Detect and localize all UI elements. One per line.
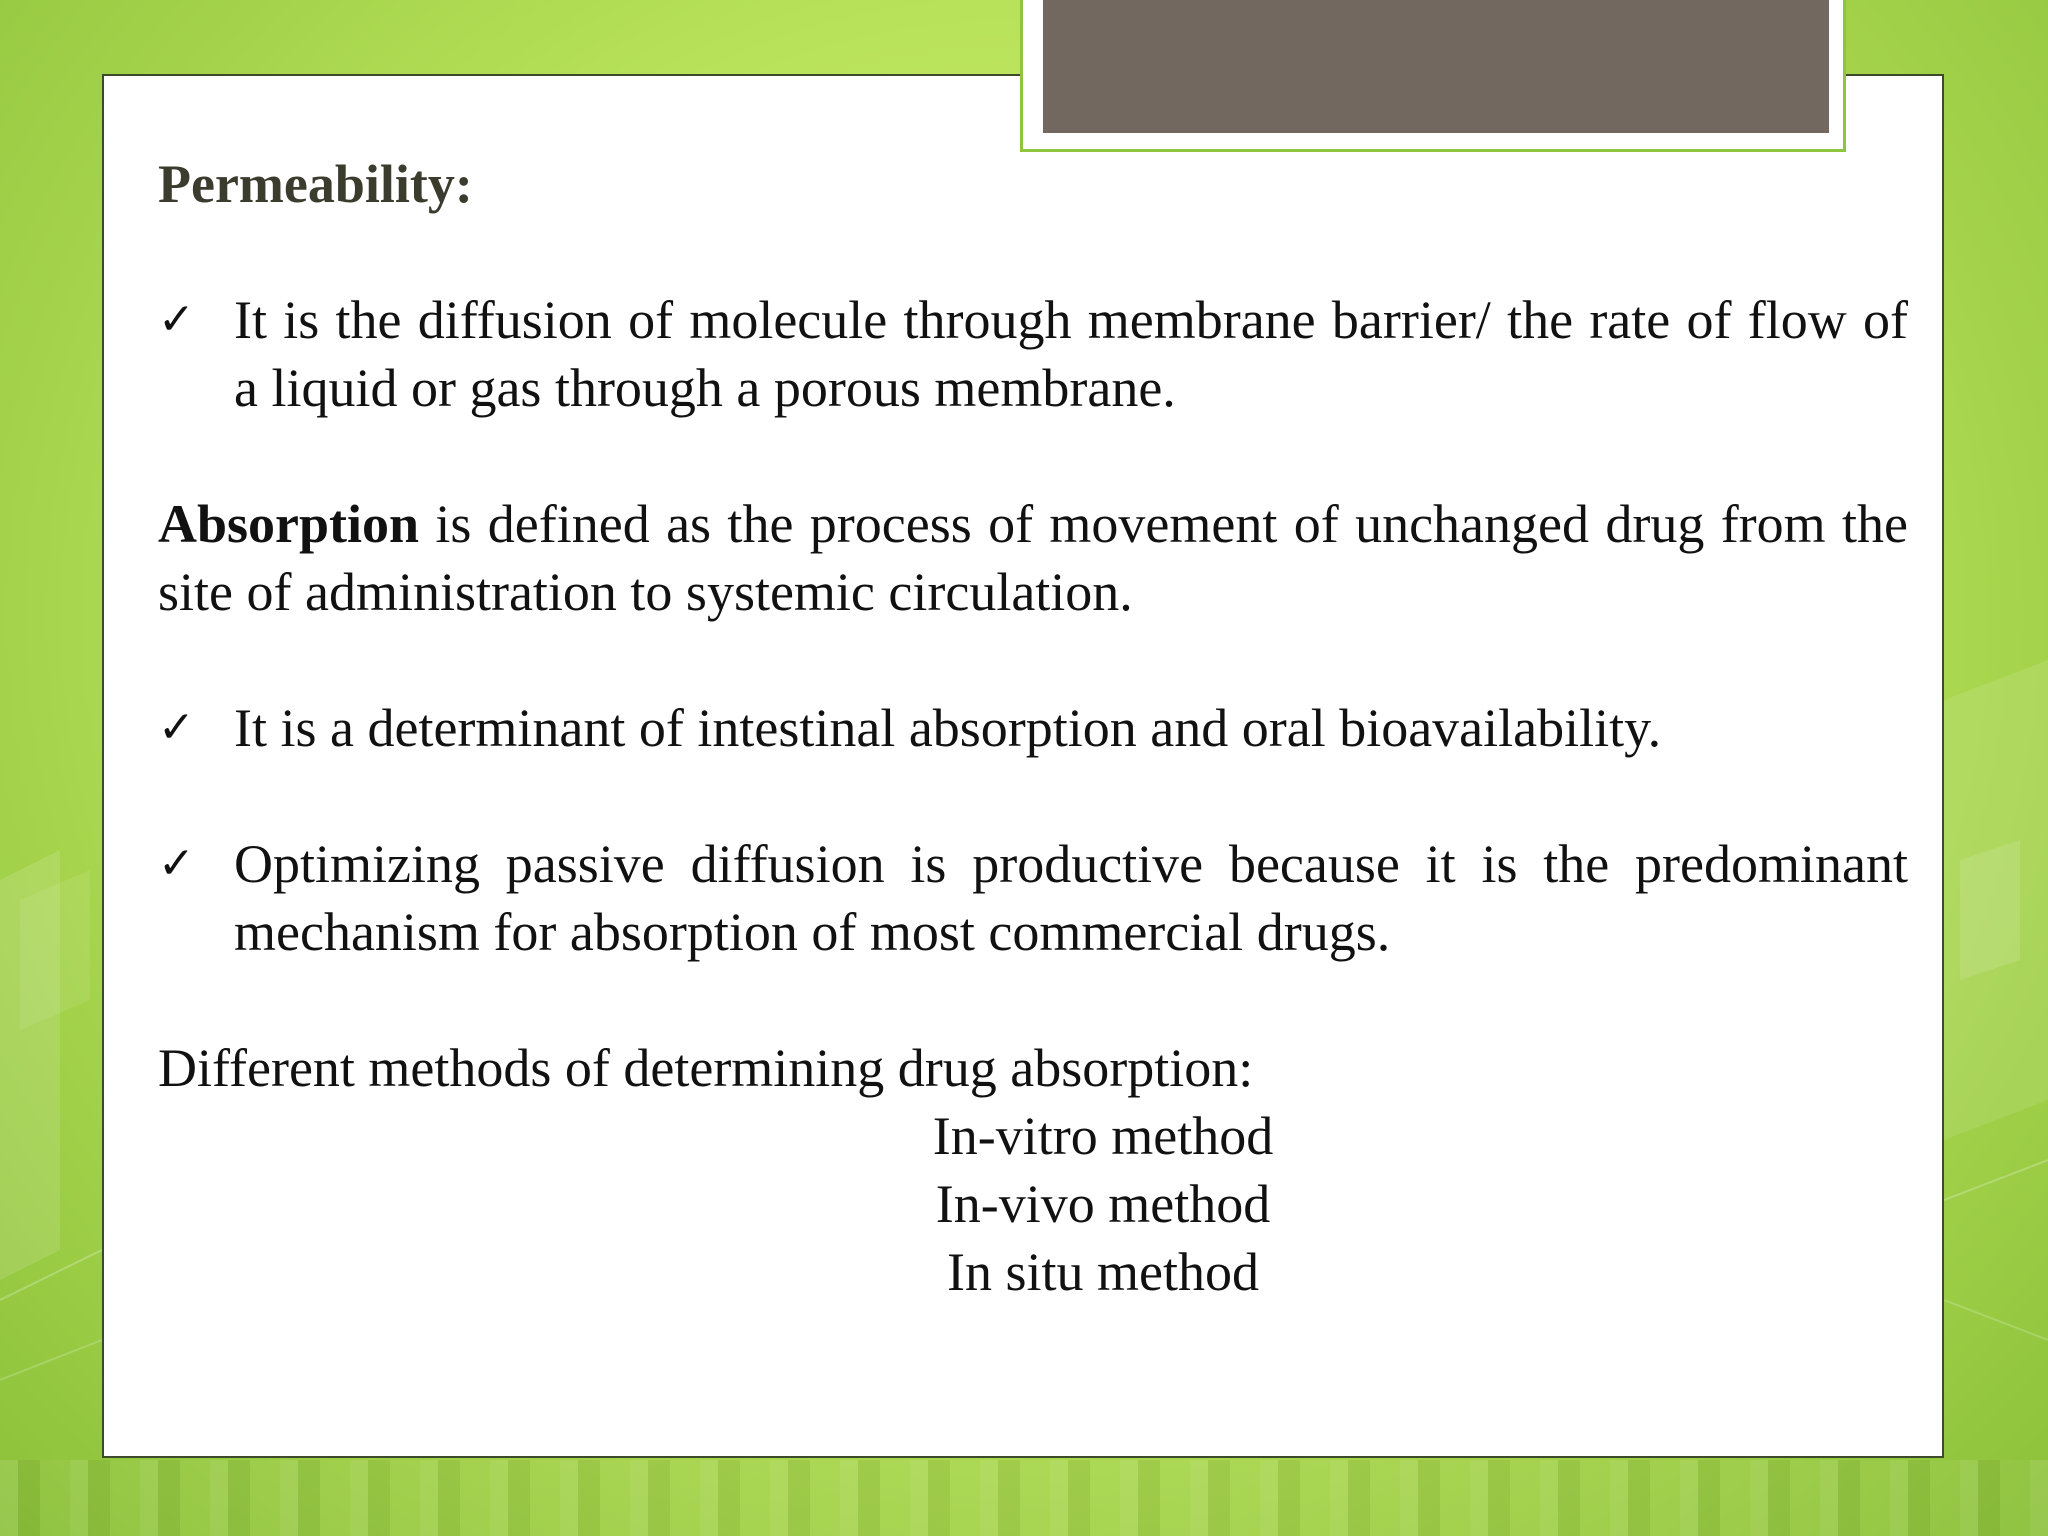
bullet-text: Optimizing passive diffusion is productive because it is the predominant mechanism for absorption of most commercial drugs. (234, 834, 1908, 962)
bullet-item (158, 286, 1908, 422)
bullet-item (158, 694, 1908, 762)
checkmark-icon: ✓ (158, 838, 195, 889)
bullet-text: It is a determinant of intestinal absorption and oral bioavailability. (234, 698, 1662, 758)
title-placeholder (1020, 0, 1846, 152)
bullet-text: It is the diffusion of molecule through membrane barrier/ the rate of flow of a liquid or gas through a porous membrane. (234, 290, 1908, 418)
permeability-heading: Permeability: (158, 154, 473, 214)
absorption-definition-text: is defined as the process of movement of unchanged drug from the site of administration to systemic circulation. (158, 494, 1908, 622)
checkmark-icon: ✓ (158, 702, 195, 753)
bottom-stripe-band (0, 1460, 2048, 1536)
checkmark-icon: ✓ (158, 294, 195, 345)
method-item: In situ method (947, 1242, 1259, 1302)
method-item: In-vivo method (935, 1174, 1271, 1234)
bullet-item (158, 830, 1908, 966)
methods-heading: Different methods of determining drug absorption: (158, 1038, 1254, 1098)
absorption-term: Absorption (158, 494, 420, 554)
slide-body (158, 150, 1908, 1306)
methods-list (158, 1102, 1908, 1306)
title-placeholder-fill (1043, 0, 1829, 133)
method-item: In-vitro method (932, 1106, 1274, 1166)
absorption-definition (158, 490, 1908, 626)
